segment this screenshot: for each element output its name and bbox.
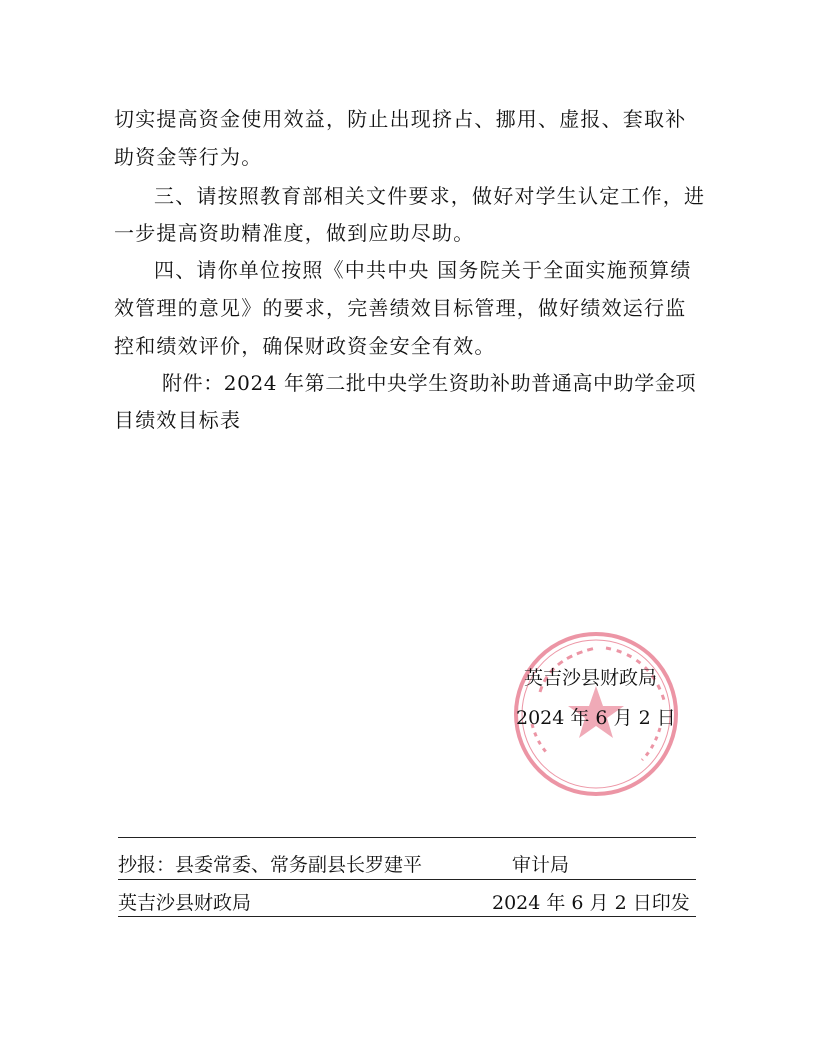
body-line-6: 效管理的意见》的要求，完善绩效目标管理，做好绩效运行监 [114,296,687,320]
cc-line [118,853,422,877]
body-line-5: 四、请你单位按照《中共中央 国务院关于全面实施预算绩 [154,258,692,282]
body-line-2: 助资金等行为。 [114,145,263,169]
body-line-7: 控和绩效评价，确保财政资金安全有效。 [114,334,496,358]
body-line-4: 一步提高资助精准度，做到应助尽助。 [114,221,475,245]
cc-extra: 审计局 [512,854,570,876]
issue-date: 2024 年 6 月 2 日印发 [492,892,690,914]
signature-date: 2024 年 6 月 2 日 [516,707,676,729]
issuer: 英吉沙县财政局 [118,892,252,914]
cc-label: 抄报： [118,854,176,876]
body-line-1: 切实提高资金使用效益，防止出现挤占、挪用、虚报、套取补 [114,107,687,131]
footer-bottom-rule [118,916,696,917]
cc-recipients: 县委常委、常务副县长罗建平 [175,854,423,876]
body-line-3: 三、请按照教育部相关文件要求，做好对学生认定工作，进 [154,184,706,208]
footer-middle-rule [118,879,696,880]
attachment-line-2: 目绩效目标表 [114,408,242,432]
attachment-line-1: 附件：2024 年第二批中央学生资助补助普通高中助学金项 [162,371,697,395]
signature-org: 英吉沙县财政局 [524,667,658,689]
footer-top-rule [118,837,696,838]
